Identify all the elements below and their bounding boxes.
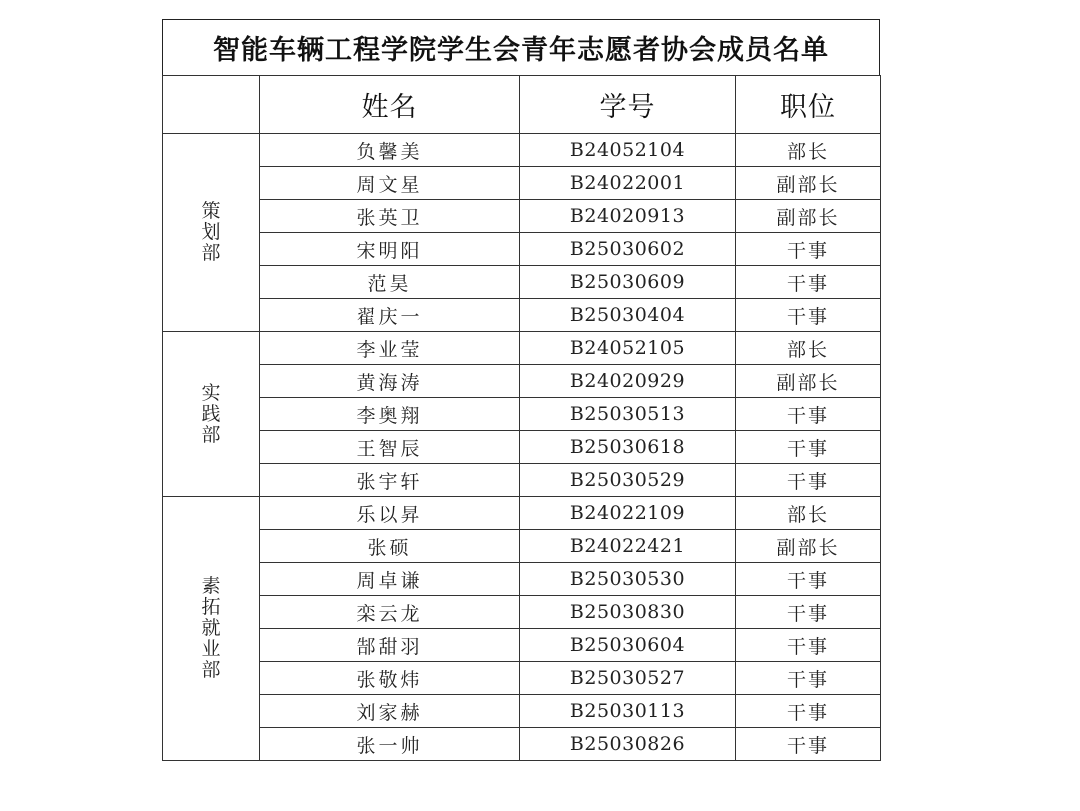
- member-position-cell: [736, 728, 881, 761]
- member-name-cell: [260, 563, 520, 596]
- table-row: [163, 167, 881, 200]
- member-name-cell: [260, 398, 520, 431]
- member-position: 副部长: [776, 371, 840, 394]
- member-name: 张宇轩: [356, 470, 423, 493]
- position-header: 职位: [736, 76, 881, 134]
- member-student-id: B25030602: [569, 238, 686, 260]
- member-position: 干事: [786, 239, 829, 262]
- member-name: 周文星: [356, 173, 423, 196]
- member-name: 翟庆一: [356, 305, 423, 328]
- member-position-cell: [736, 497, 881, 530]
- member-name-cell: [260, 233, 520, 266]
- member-position-cell: [736, 266, 881, 299]
- member-name-cell: [260, 728, 520, 761]
- table-row: [163, 431, 881, 464]
- department-cell: [163, 332, 260, 497]
- member-student-id-cell: [520, 695, 736, 728]
- member-position: 部长: [786, 140, 829, 163]
- department-name: 策划部: [201, 200, 221, 264]
- member-name: 张敬炜: [356, 668, 423, 691]
- member-student-id-cell: [520, 497, 736, 530]
- member-position: 副部长: [776, 536, 840, 559]
- member-student-id: B24020913: [569, 205, 686, 227]
- member-table-body: [163, 76, 881, 761]
- member-position-cell: [736, 563, 881, 596]
- member-position: 干事: [786, 635, 829, 658]
- member-position-cell: [736, 365, 881, 398]
- member-name-cell: [260, 167, 520, 200]
- member-position-cell: [736, 299, 881, 332]
- table-row: [163, 464, 881, 497]
- member-position-cell: [736, 695, 881, 728]
- member-student-id-cell: [520, 530, 736, 563]
- member-name: 李奥翔: [356, 404, 423, 427]
- member-student-id-cell: [520, 431, 736, 464]
- student-id-header: 学号: [520, 76, 736, 134]
- member-position-cell: [736, 167, 881, 200]
- member-name: 黄海涛: [356, 371, 423, 394]
- member-name-cell: [260, 266, 520, 299]
- member-student-id: B24022421: [569, 535, 686, 557]
- member-name: 负馨美: [356, 140, 423, 163]
- member-position-cell: [736, 398, 881, 431]
- member-position: 干事: [786, 602, 829, 625]
- member-position: 干事: [786, 668, 829, 691]
- table-row: [163, 596, 881, 629]
- member-student-id-cell: [520, 728, 736, 761]
- department-cell: [163, 497, 260, 761]
- member-student-id: B25030113: [569, 700, 686, 722]
- member-position: 干事: [786, 272, 829, 295]
- member-student-id-cell: [520, 365, 736, 398]
- member-name: 张硕: [367, 536, 412, 559]
- member-student-id: B25030826: [569, 733, 686, 755]
- member-name-cell: [260, 299, 520, 332]
- member-student-id: B25030618: [569, 436, 686, 458]
- member-student-id-cell: [520, 332, 736, 365]
- member-student-id: B24022109: [569, 502, 686, 524]
- member-student-id-cell: [520, 167, 736, 200]
- member-name-cell: [260, 431, 520, 464]
- member-student-id: B24052104: [569, 139, 686, 161]
- member-position-cell: [736, 530, 881, 563]
- member-position-cell: [736, 200, 881, 233]
- table-row: [163, 299, 881, 332]
- member-name: 郜甜羽: [356, 635, 423, 658]
- member-position: 干事: [786, 569, 829, 592]
- member-position: 干事: [786, 404, 829, 427]
- member-position-cell: [736, 629, 881, 662]
- member-student-id-cell: [520, 266, 736, 299]
- member-position-cell: [736, 464, 881, 497]
- member-name-cell: [260, 332, 520, 365]
- table-row: [163, 332, 881, 365]
- member-position: 部长: [786, 338, 829, 361]
- table-row: [163, 695, 881, 728]
- member-position-cell: [736, 431, 881, 464]
- table-row: [163, 497, 881, 530]
- roster-document: [162, 19, 880, 761]
- member-position: 干事: [786, 437, 829, 460]
- member-name: 周卓谦: [356, 569, 423, 592]
- member-position: 干事: [786, 470, 829, 493]
- dept-header-cell: [163, 76, 260, 134]
- member-student-id: B25030830: [569, 601, 686, 623]
- member-name: 张一帅: [356, 734, 423, 757]
- department-cell: [163, 134, 260, 332]
- member-student-id-cell: [520, 134, 736, 167]
- member-student-id: B25030529: [569, 469, 686, 491]
- member-name-cell: [260, 629, 520, 662]
- member-student-id-cell: [520, 662, 736, 695]
- member-name: 李业莹: [356, 338, 423, 361]
- member-position-cell: [736, 662, 881, 695]
- member-name: 刘家赫: [356, 701, 423, 724]
- table-row: [163, 233, 881, 266]
- member-student-id-cell: [520, 629, 736, 662]
- member-student-id: B25030609: [569, 271, 686, 293]
- member-position-cell: [736, 596, 881, 629]
- table-row: [163, 629, 881, 662]
- member-name-cell: [260, 497, 520, 530]
- department-name: 素拓就业部: [201, 575, 221, 681]
- member-student-id-cell: [520, 464, 736, 497]
- member-position: 部长: [786, 503, 829, 526]
- member-name-cell: [260, 464, 520, 497]
- member-student-id: B24020929: [569, 370, 686, 392]
- member-student-id-cell: [520, 398, 736, 431]
- member-student-id-cell: [520, 299, 736, 332]
- member-student-id-cell: [520, 596, 736, 629]
- member-position-cell: [736, 332, 881, 365]
- member-name: 宋明阳: [356, 239, 423, 262]
- table-row: [163, 398, 881, 431]
- member-name: 范昊: [367, 272, 412, 295]
- member-student-id: B25030513: [569, 403, 686, 425]
- member-name-cell: [260, 596, 520, 629]
- table-row: [163, 728, 881, 761]
- table-row: [163, 365, 881, 398]
- member-name: 栾云龙: [356, 602, 423, 625]
- member-name: 张英卫: [356, 206, 423, 229]
- member-student-id-cell: [520, 200, 736, 233]
- member-position: 干事: [786, 734, 829, 757]
- member-student-id: B25030404: [569, 304, 686, 326]
- member-table: [162, 75, 881, 761]
- name-header: 姓名: [260, 76, 520, 134]
- member-position: 副部长: [776, 206, 840, 229]
- member-name-cell: [260, 695, 520, 728]
- member-student-id-cell: [520, 563, 736, 596]
- department-name: 实践部: [201, 381, 221, 446]
- member-position: 干事: [786, 701, 829, 724]
- member-student-id: B24052105: [569, 337, 686, 359]
- table-row: [163, 530, 881, 563]
- member-name: 王智辰: [356, 437, 423, 460]
- member-student-id-cell: [520, 233, 736, 266]
- table-header-row: [163, 76, 881, 134]
- member-position: 干事: [786, 305, 829, 328]
- table-row: [163, 200, 881, 233]
- member-name-cell: [260, 200, 520, 233]
- member-student-id: B25030527: [569, 667, 686, 689]
- member-name-cell: [260, 365, 520, 398]
- member-student-id: B25030530: [569, 568, 686, 590]
- document-title: 智能车辆工程学院学生会青年志愿者协会成员名单: [162, 19, 880, 76]
- table-row: [163, 563, 881, 596]
- member-student-id: B25030604: [569, 634, 686, 656]
- member-name: 乐以昇: [356, 503, 423, 526]
- member-name-cell: [260, 662, 520, 695]
- member-name-cell: [260, 134, 520, 167]
- member-position-cell: [736, 134, 881, 167]
- member-name-cell: [260, 530, 520, 563]
- member-student-id: B24022001: [569, 172, 686, 194]
- table-row: [163, 134, 881, 167]
- table-row: [163, 266, 881, 299]
- member-position: 副部长: [776, 173, 840, 196]
- table-row: [163, 662, 881, 695]
- member-position-cell: [736, 233, 881, 266]
